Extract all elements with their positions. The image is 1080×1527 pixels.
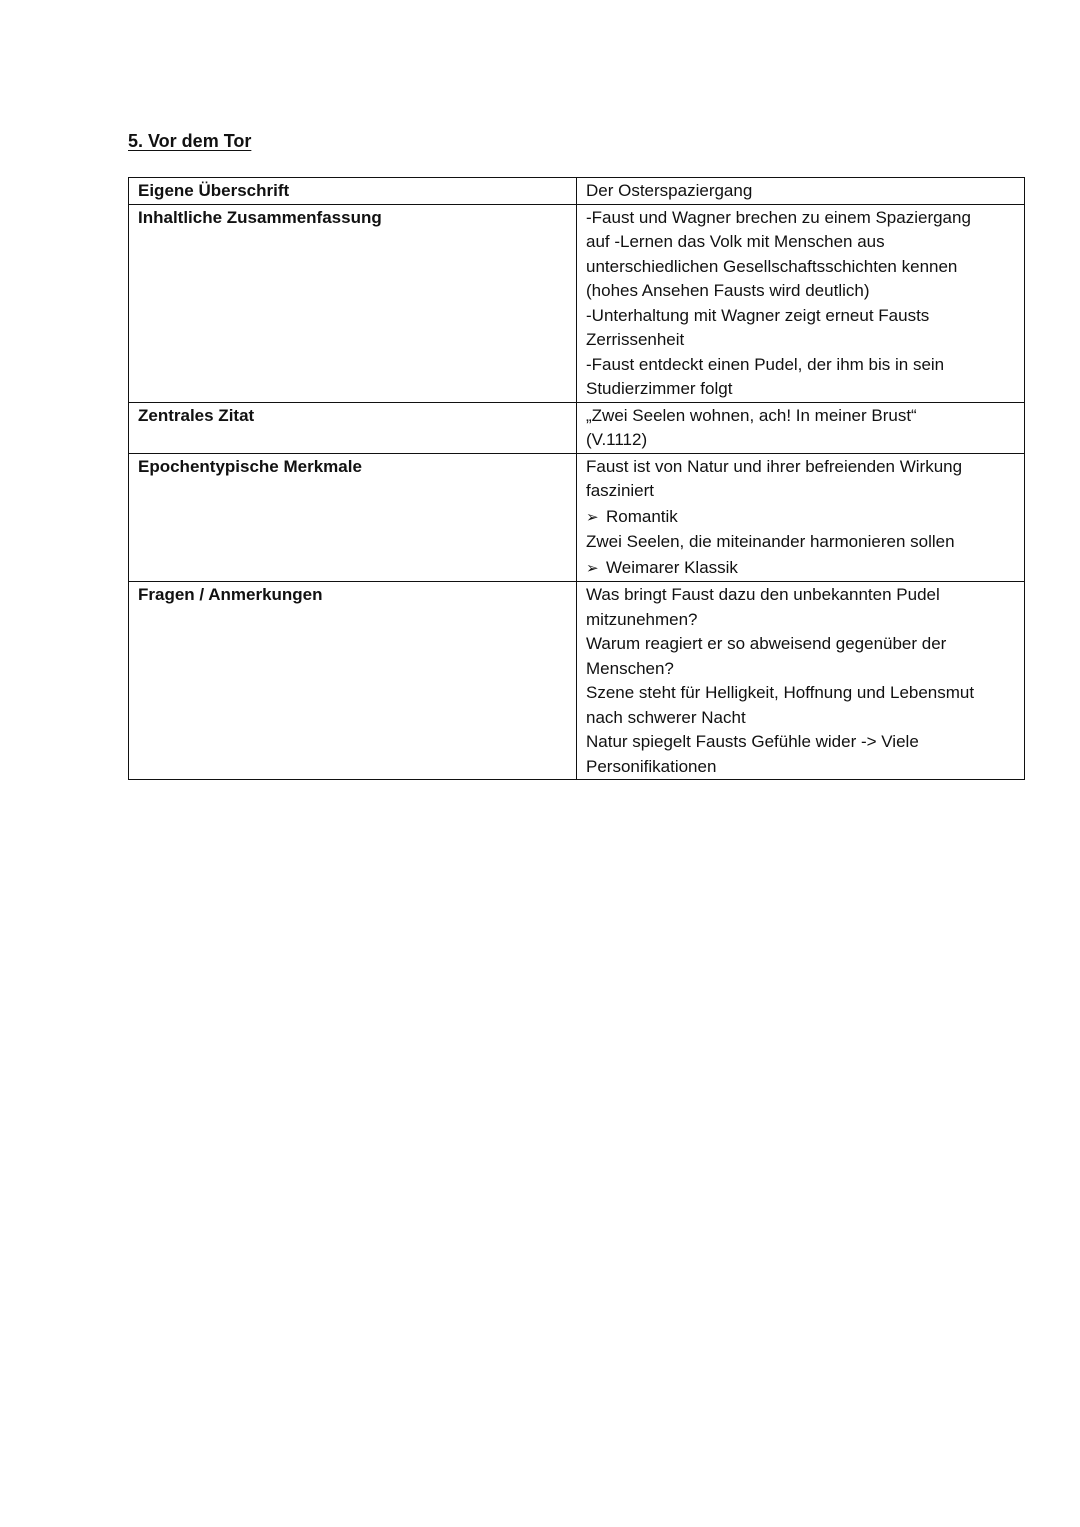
- epoch-bullet-text: Weimarer Klassik: [606, 557, 738, 577]
- value-cell-epoch: [577, 453, 1025, 582]
- summary-line: unterschiedlichen Gesellschaftsschichten kennen: [586, 256, 958, 276]
- epoch-line: fasziniert: [586, 481, 655, 500]
- questions-line: Personifikationen: [586, 756, 717, 776]
- epoch-line: Zwei Seelen, die miteinander harmonieren sollen: [586, 532, 955, 551]
- questions-line: Menschen?: [586, 658, 674, 678]
- scene-analysis-table: [128, 177, 1025, 780]
- questions-line: Was bringt Faust dazu den unbekannten Pudel: [586, 585, 940, 604]
- quote-line: „Zwei Seelen wohnen, ach! In meiner Brust“: [586, 405, 917, 425]
- epoch-bullet-klassik: [586, 556, 1015, 582]
- value-cell-summary: [577, 204, 1025, 402]
- questions-line: Szene steht für Helligkeit, Hoffnung und Lebensmut: [586, 683, 975, 702]
- value-cell-quote: [577, 402, 1025, 453]
- value-cell-title: Der Osterspaziergang: [577, 178, 1025, 205]
- table-row-title: [129, 178, 1025, 205]
- summary-line: Zerrissenheit: [586, 330, 685, 349]
- epoch-line: Faust ist von Natur und ihrer befreienden Wirkung: [586, 456, 963, 476]
- label-cell-questions: Fragen / Anmerkungen: [129, 582, 577, 780]
- summary-line: (hohes Ansehen Fausts wird deutlich): [586, 281, 870, 300]
- table-row-quote: [129, 402, 1025, 453]
- summary-line: -Unterhaltung mit Wagner zeigt erneut Fausts: [586, 305, 930, 325]
- epoch-bullet-text: Romantik: [606, 506, 678, 526]
- summary-line: auf -Lernen das Volk mit Menschen aus: [586, 232, 885, 251]
- label-cell-summary: Inhaltliche Zusammenfassung: [129, 204, 577, 402]
- table-row-questions: [129, 582, 1025, 780]
- label-cell-title: Eigene Überschrift: [129, 178, 577, 205]
- summary-line: Studierzimmer folgt: [586, 379, 733, 398]
- arrowhead-bullet-icon: ➢: [586, 508, 599, 526]
- questions-line: Warum reagiert er so abweisend gegenüber der: [586, 634, 947, 653]
- summary-line: -Faust und Wagner brechen zu einem Spaziergang: [586, 207, 971, 227]
- value-cell-questions: [577, 582, 1025, 780]
- label-cell-quote: Zentrales Zitat: [129, 402, 577, 453]
- questions-line: nach schwerer Nacht: [586, 707, 746, 727]
- label-cell-epoch: Epochentypische Merkmale: [129, 453, 577, 582]
- section-heading: 5. Vor dem Tor: [128, 131, 252, 151]
- quote-line: (V.1112): [586, 430, 648, 449]
- questions-line: Natur spiegelt Fausts Gefühle wider -> Viele: [586, 732, 919, 751]
- arrowhead-bullet-icon: ➢: [586, 559, 599, 577]
- table-row-summary: [129, 204, 1025, 402]
- questions-line: mitzunehmen?: [586, 609, 698, 629]
- summary-line: -Faust entdeckt einen Pudel, der ihm bis in sein: [586, 354, 945, 374]
- table-row-epoch: [129, 453, 1025, 582]
- epoch-bullet-romantik: [586, 505, 1015, 531]
